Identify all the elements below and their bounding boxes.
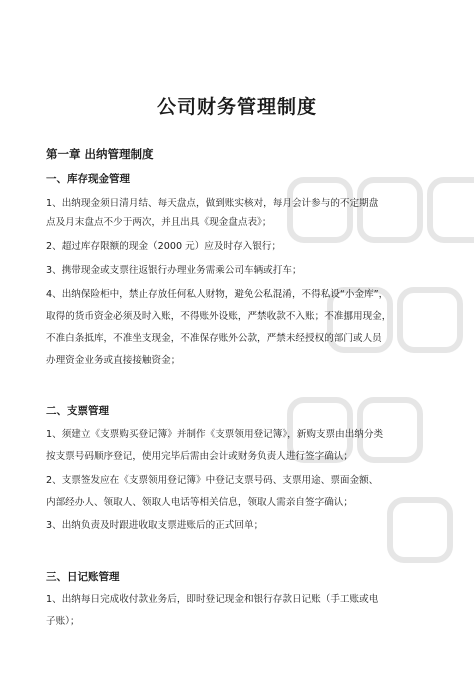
paragraph-line: 3、出纳负责及时跟进收取支票进账后的正式回单； — [46, 520, 264, 531]
document-title: 公司财务管理制度 — [156, 96, 317, 118]
paragraph-line: 取得的货币资金必须及时入账，不得账外设账，严禁收款不入账；不准挪用现金， — [46, 311, 392, 322]
paragraph-line: 1、出纳现金须日清月结、每天盘点，做到账实核对，每月会计参与的不定期盘 — [46, 198, 379, 209]
paragraph-line: 2、支票签发应在《支票领用登记簿》中登记支票号码、支票用途、票面金额、 — [46, 475, 379, 486]
chapter-heading: 第一章 出纳管理制度 — [46, 147, 154, 161]
watermark-pattern — [270, 170, 474, 570]
paragraph-line: 按支票号码顺序登记，使用完毕后需由会计或财务负责人进行签字确认； — [46, 451, 353, 462]
paragraph-line: 子账）； — [46, 616, 80, 627]
section-heading-cheque: 二、支票管理 — [46, 405, 109, 417]
paragraph-line: 点及月末盘点不少于两次，并且出具《现金盘点表》； — [46, 217, 272, 228]
section-heading-journal: 三、日记账管理 — [46, 571, 120, 583]
paragraph-line: 1、出纳每日完成收付款业务后，即时登记现金和银行存款日记账（手工账或电 — [46, 594, 379, 605]
paragraph-line: 办理资金业务或直接接触资金； — [46, 355, 181, 366]
paragraph-line: 内部经办人、领取人、领取人电话等相关信息，领取人需亲自签字确认； — [46, 497, 353, 508]
section-heading-cash: 一、库存现金管理 — [46, 173, 130, 185]
paragraph-line: 4、出纳保险柜中，禁止存放任何私人财物，避免公私混淆，不得私设“小金库”， — [46, 289, 389, 300]
paragraph-line: 3、携带现金或支票往返银行办理业务需乘公司车辆或打车； — [46, 265, 302, 276]
paragraph-line: 1、须建立《支票购买登记簿》并制作《支票领用登记簿》，新购支票由出纳分类 — [46, 429, 384, 440]
paragraph-line: 不准白条抵库，不准坐支现金，不准保存账外公款，严禁未经授权的部门或人员 — [46, 333, 382, 344]
paragraph-line: 2、超过库存限额的现金（2000 元）应及时存入银行； — [46, 241, 282, 252]
